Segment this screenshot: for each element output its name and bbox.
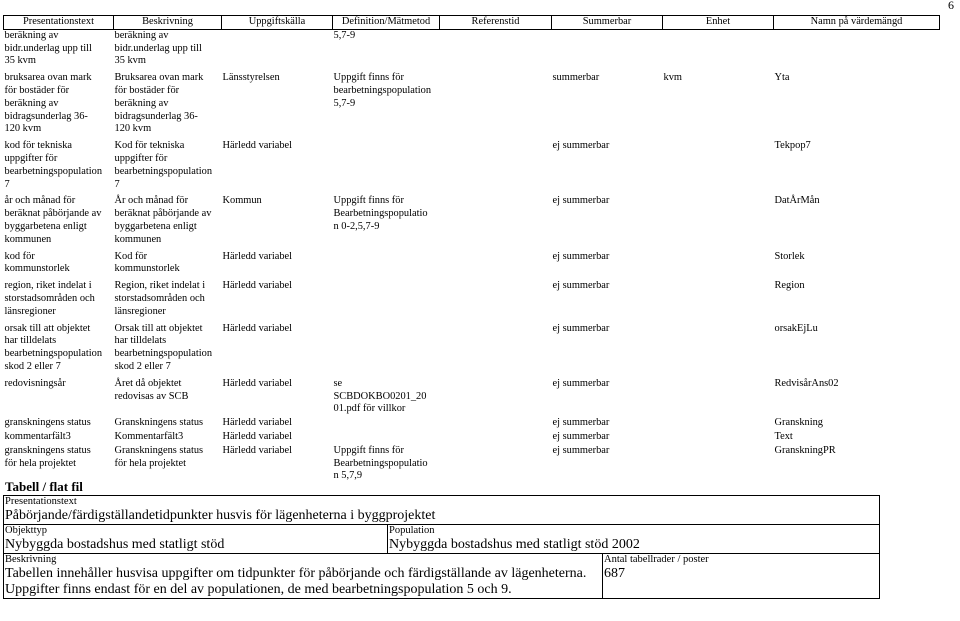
- beskrivning-cell: Året då objektet redovisas av SCB: [114, 377, 189, 402]
- uppgiftskalla-cell: [222, 29, 333, 72]
- namn-pa-vardemangd-cell: RedvisårAns02: [774, 377, 839, 389]
- uppgiftskalla-cell: Härledd variabel: [222, 280, 293, 292]
- namn-pa-vardemangd-cell: Text: [774, 430, 793, 442]
- beskrivning-label: Beskrivning: [5, 554, 57, 565]
- definition-cell: [333, 280, 440, 322]
- beskrivning-cell: Kod för tekniska uppgifter för bearbetningspopulation 7: [114, 140, 213, 190]
- population-cell: [388, 525, 880, 554]
- uppgiftskalla-cell: Härledd variabel: [222, 417, 293, 429]
- namn-pa-vardemangd-cell: orsakEjLu: [774, 322, 818, 334]
- referenstid-cell: [440, 29, 552, 72]
- section-title: Tabell / flat fil: [5, 479, 83, 494]
- antal-label: Antal tabellrader / poster: [604, 554, 709, 565]
- enhet-cell: [663, 251, 774, 281]
- summerbar-cell: ej summerbar: [552, 444, 610, 456]
- referenstid-cell: [440, 445, 552, 484]
- enhet-cell: [663, 378, 774, 417]
- presentationstext-cell: bruksarea ovan mark för bostäder för beräkning av bidragsunderlag 36- 120 kvm: [4, 72, 92, 135]
- namn-pa-vardemangd-cell: [774, 29, 940, 72]
- uppgiftskalla-cell: Härledd variabel: [222, 322, 293, 334]
- beskrivning-cell: Orsak till att objektet har tilldelats bearbetningspopulation skod 2 eller 7: [114, 322, 213, 372]
- definition-cell: [333, 323, 440, 378]
- table-row: [4, 251, 940, 281]
- presentationstext-cell: orsak till att objektet har tilldelats bearbetningspopulation skod 2 eller 7: [4, 322, 103, 372]
- column-header: Beskrivning: [114, 16, 222, 30]
- enhet-cell: [663, 323, 774, 378]
- definition-cell: Uppgift finns för bearbetningspopulation 5,7-9: [333, 72, 432, 109]
- namn-pa-vardemangd-cell: Storlek: [774, 250, 805, 262]
- definition-cell: se SCBDOKBO0201_20 01.pdf för villkor: [333, 377, 427, 415]
- enhet-cell: kvm: [663, 72, 682, 84]
- table-row: [4, 417, 940, 431]
- enhet-cell: [663, 431, 774, 445]
- beskrivning-cell: Kod för kommunstorlek: [114, 250, 180, 275]
- summerbar-cell: ej summerbar: [552, 250, 610, 262]
- presentationstext-cell: kod för kommunstorlek: [4, 250, 70, 275]
- column-header: Uppgiftskälla: [222, 16, 333, 30]
- enhet-cell: [663, 29, 774, 72]
- column-header: Presentationstext: [4, 16, 114, 30]
- definition-cell: Uppgift finns för Bearbetningspopulatio n 5,7,9: [333, 444, 428, 482]
- presentationstext-cell: kommentarfält3: [4, 430, 71, 442]
- uppgiftskalla-cell: Härledd variabel: [222, 377, 293, 389]
- table-row: [4, 72, 940, 140]
- table-row: [4, 323, 940, 378]
- presentationstext-value: Påbörjande/färdigställandetidpunkter husvis för lägenheterna i byggprojektet: [5, 508, 436, 523]
- table-row: [4, 280, 940, 322]
- namn-pa-vardemangd-cell: Yta: [774, 72, 790, 84]
- table-row: [4, 378, 940, 417]
- referenstid-cell: [440, 140, 552, 195]
- namn-pa-vardemangd-cell: Granskning: [774, 417, 823, 429]
- namn-pa-vardemangd-cell: GranskningPR: [774, 444, 836, 456]
- beskrivning-value: Tabellen innehåller husvisa uppgifter om tidpunkter för påbörjande och färdigställande av lägenheterna. Uppgifter finns endast för en del av populationen, de med bearbetningspopulation 5 och 9.: [5, 566, 587, 597]
- summerbar-cell: ej summerbar: [552, 322, 610, 334]
- uppgiftskalla-cell: Länsstyrelsen: [222, 72, 280, 84]
- namn-pa-vardemangd-cell: Region: [774, 280, 805, 292]
- referenstid-cell: [440, 195, 552, 250]
- objekttyp-cell: [4, 525, 388, 554]
- presentationstext-label: Presentationstext: [5, 496, 77, 507]
- uppgiftskalla-cell: Härledd variabel: [222, 250, 293, 262]
- table-header-row: [4, 16, 940, 30]
- uppgiftskalla-cell: Härledd variabel: [222, 430, 293, 442]
- namn-pa-vardemangd-cell: Tekpop7: [774, 140, 811, 152]
- definition-cell: Uppgift finns för Bearbetningspopulatio n 0-2,5,7-9: [333, 195, 428, 232]
- column-header: Enhet: [663, 16, 774, 30]
- referenstid-cell: [440, 417, 552, 431]
- page-number: 6: [948, 0, 954, 12]
- beskrivning-cell: Bruksarea ovan mark för bostäder för beräkning av bidragsunderlag 36- 120 kvm: [114, 72, 204, 135]
- objekttyp-label: Objekttyp: [5, 525, 47, 536]
- uppgiftskalla-cell: Härledd variabel: [222, 444, 293, 456]
- referenstid-cell: [440, 323, 552, 378]
- referenstid-cell: [440, 72, 552, 140]
- population-value: Nybyggda bostadshus med statligt stöd 2002: [389, 537, 640, 552]
- variable-table: [3, 15, 940, 484]
- presentationstext-cell: redovisningsår: [4, 377, 66, 389]
- summerbar-cell: summerbar: [552, 72, 600, 84]
- summerbar-cell: [552, 29, 663, 72]
- uppgiftskalla-cell: Kommun: [222, 195, 262, 207]
- enhet-cell: [663, 195, 774, 250]
- presentationstext-cell: region, riket indelat i storstadsområden och länsregioner: [4, 280, 95, 317]
- summerbar-cell: ej summerbar: [552, 140, 610, 152]
- population-label: Population: [389, 525, 435, 536]
- presentationstext-cell: granskningens status: [4, 417, 91, 429]
- table-row: [4, 445, 940, 484]
- table-row: [4, 140, 940, 195]
- definition-cell: 5,7-9: [333, 29, 356, 41]
- presentationstext-cell: kod för tekniska uppgifter för bearbetningspopulation 7: [4, 140, 103, 190]
- presentationstext-cell: [4, 496, 880, 525]
- definition-cell: [333, 417, 440, 431]
- table-info: [3, 495, 880, 599]
- table-row: [4, 431, 940, 445]
- summerbar-cell: ej summerbar: [552, 377, 610, 389]
- enhet-cell: [663, 445, 774, 484]
- beskrivning-cell: Region, riket indelat i storstadsområden och länsregioner: [114, 280, 206, 317]
- beskrivning-cell: År och månad för beräknat påbörjande av byggarbetena enligt kommunen: [114, 195, 212, 245]
- antal-cell: [603, 554, 880, 599]
- referenstid-cell: [440, 378, 552, 417]
- enhet-cell: [663, 417, 774, 431]
- column-header: Referenstid: [440, 16, 552, 30]
- beskrivning-cell: Granskningens status: [114, 417, 204, 429]
- beskrivning-cell: Granskningens status för hela projektet: [114, 444, 204, 469]
- summerbar-cell: ej summerbar: [552, 417, 610, 429]
- objekttyp-value: Nybyggda bostadshus med statligt stöd: [5, 537, 225, 552]
- definition-cell: [333, 251, 440, 281]
- beskrivning-cell: Kommentarfält3: [114, 430, 184, 442]
- column-header: Summerbar: [552, 16, 663, 30]
- presentationstext-cell: beräkning av bidr.underlag upp till 35 kvm: [4, 29, 92, 67]
- column-header: Definition/Mätmetod: [333, 16, 440, 30]
- column-header: Namn på värdemängd: [774, 16, 940, 30]
- namn-pa-vardemangd-cell: DatÅrMån: [774, 195, 820, 207]
- referenstid-cell: [440, 280, 552, 322]
- table-row: [4, 195, 940, 250]
- referenstid-cell: [440, 431, 552, 445]
- summerbar-cell: ej summerbar: [552, 280, 610, 292]
- beskrivning-cell: [4, 554, 603, 599]
- presentationstext-cell: granskningens status för hela projektet: [4, 444, 91, 469]
- enhet-cell: [663, 140, 774, 195]
- summerbar-cell: ej summerbar: [552, 430, 610, 442]
- antal-value: 687: [604, 566, 625, 581]
- referenstid-cell: [440, 251, 552, 281]
- definition-cell: [333, 140, 440, 195]
- summerbar-cell: ej summerbar: [552, 195, 610, 207]
- beskrivning-cell: beräkning av bidr.underlag upp till 35 kvm: [114, 29, 202, 67]
- uppgiftskalla-cell: Härledd variabel: [222, 140, 293, 152]
- enhet-cell: [663, 280, 774, 322]
- definition-cell: [333, 431, 440, 445]
- table-row: [4, 29, 940, 72]
- presentationstext-cell: år och månad för beräknat påbörjande av byggarbetena enligt kommunen: [4, 195, 102, 245]
